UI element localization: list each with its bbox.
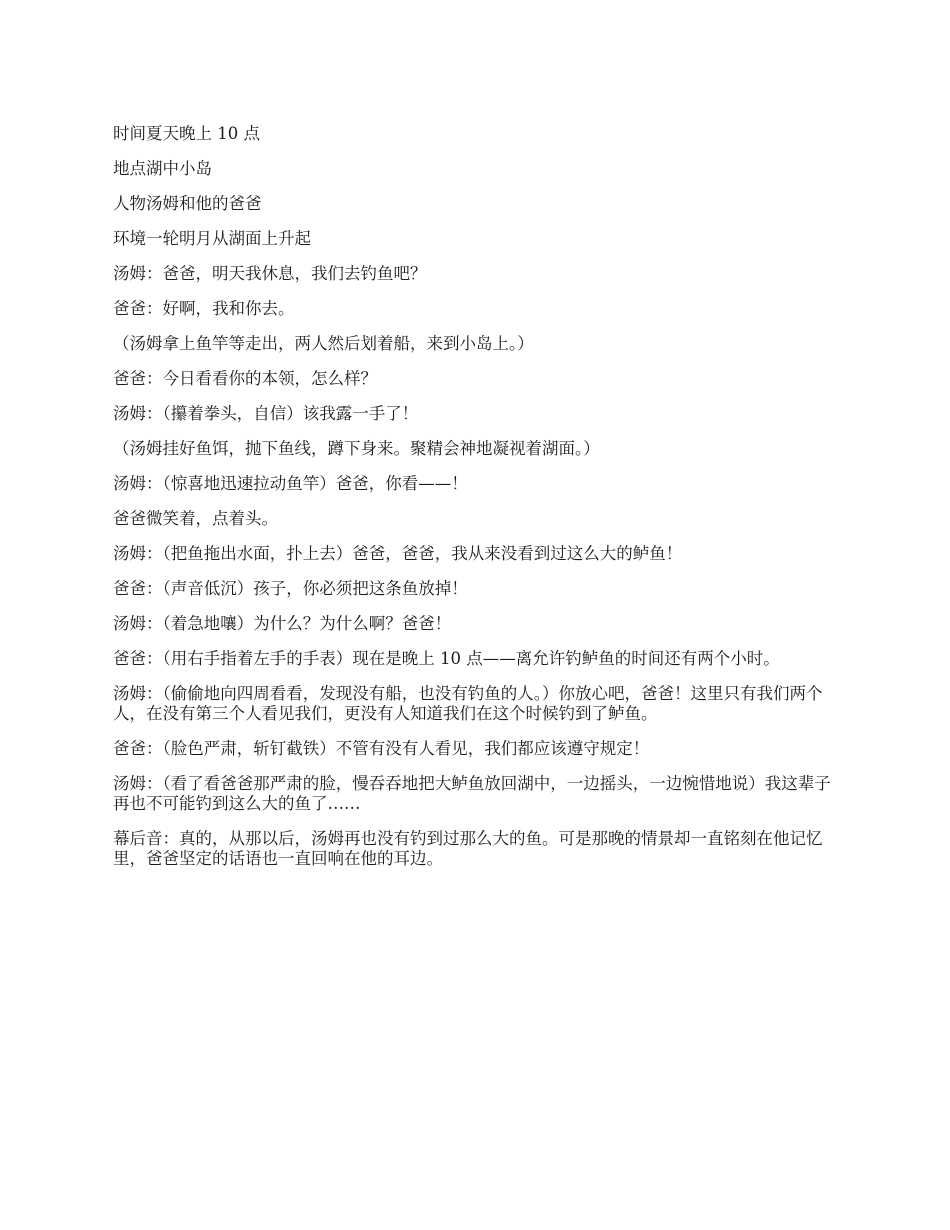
narration-line: 爸爸微笑着，点着头。 [113, 509, 278, 528]
paragraph-setting: 环境一轮明月从湖面上升起 [113, 229, 311, 248]
dialogue-line: 汤姆：（看了看爸爸那严肃的脸，慢吞吞地把大鲈鱼放回湖中，一边摇头，一边惋惜地说）我这辈子再也不可能钓到这么大的鱼了…… [113, 774, 831, 813]
dialogue-line: 汤姆：（把鱼拖出水面，扑上去）爸爸，爸爸，我从来没看到过这么大的鲈鱼！ [113, 544, 683, 563]
dialogue-line: 汤姆：（攥着拳头，自信）该我露一手了！ [113, 404, 419, 423]
document-body [113, 124, 843, 884]
dialogue-line: 汤姆：（偷偷地向四周看看，发现没有船，也没有钓鱼的人。）你放心吧，爸爸！这里只有我们两个人，在没有第三个人看见我们，更没有人知道我们在这个时候钓到了鲈鱼。 [113, 684, 823, 723]
dialogue-line: 爸爸：（声音低沉）孩子，你必须把这条鱼放掉！ [113, 579, 468, 598]
dialogue-line: 汤姆：爸爸，明天我休息，我们去钓鱼吧？ [113, 264, 427, 283]
voiceover-line: 幕后音：真的，从那以后，汤姆再也没有钓到过那么大的鱼。可是那晚的情景却一直铭刻在他记忆里，爸爸坚定的话语也一直回响在他的耳边。 [113, 829, 823, 868]
stage-direction: （汤姆挂好鱼饵，抛下鱼线，蹲下身来。聚精会神地凝视着湖面。） [113, 439, 600, 458]
dialogue-line: 爸爸：（脸色严肃，斩钉截铁）不管有没有人看见，我们都应该遵守规定！ [113, 739, 650, 758]
dialogue-line: 爸爸：好啊，我和你去。 [113, 299, 295, 318]
dialogue-line: 汤姆：（惊喜地迅速拉动鱼竿）爸爸，你看——！ [113, 474, 468, 493]
dialogue-line: 爸爸：（用右手指着左手的手表）现在是晚上 10 点——离允许钓鲈鱼的时间还有两个小时。 [113, 649, 780, 668]
stage-direction: （汤姆拿上鱼竿等走出，两人然后划着船，来到小岛上。） [113, 334, 534, 353]
dialogue-line: 爸爸：今日看看你的本领，怎么样？ [113, 369, 377, 388]
paragraph-characters: 人物汤姆和他的爸爸 [113, 194, 262, 213]
paragraph-place: 地点湖中小岛 [113, 159, 212, 178]
dialogue-line: 汤姆：（着急地嚷）为什么？为什么啊？爸爸！ [113, 614, 452, 633]
paragraph-time: 时间夏天晚上 10 点 [113, 124, 260, 143]
